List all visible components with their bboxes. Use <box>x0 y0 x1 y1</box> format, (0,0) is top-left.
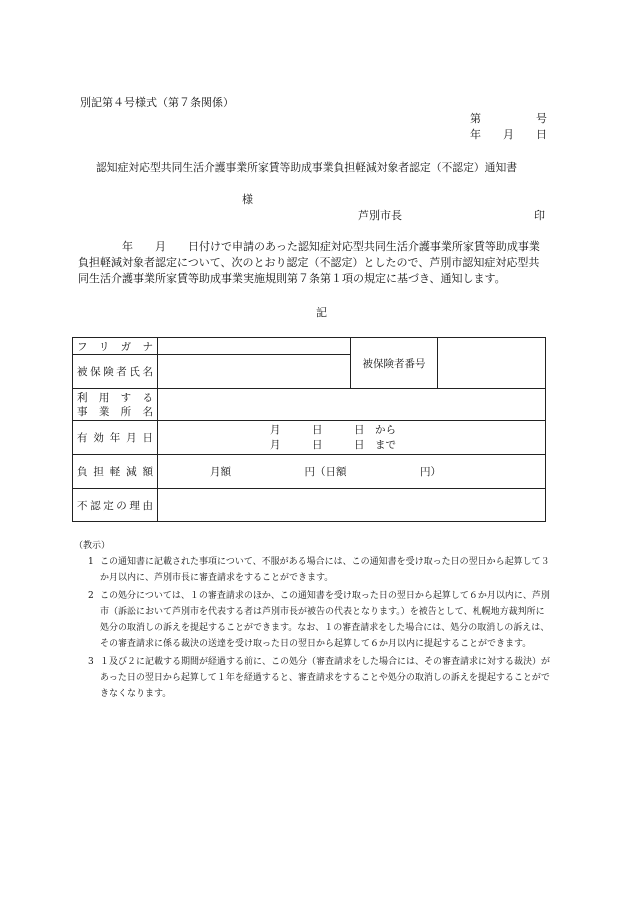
reason-label: 不認定の理由 <box>73 489 158 522</box>
issuer: 芦別市長 <box>358 209 402 222</box>
instructions-heading: （教示） <box>74 541 111 551</box>
instruction-text: この処分については、１の審査請求のほか、この通知書を受け取った日の翌日から起算して６か月以内に、芦別市（訴訟において芦別市を代表する者は芦別市長が被告の代表となります。）を被告として、札幌地方裁判所に処分の取消しの訴えを提起することができます。なお、１の審査請求をした場合には、処分の取消しの訴えは、その審査請求に係る裁決の送達を受け取った日の翌日から起算して６か月以内に提起することができます。 <box>100 591 550 649</box>
instruction-number: 3 <box>88 657 94 667</box>
reduction-label: 負担軽減額 <box>73 455 158 489</box>
validity-from: 月 日 日 から <box>270 423 396 436</box>
insured-number-label: 被保険者番号 <box>351 338 438 389</box>
validity-label: 有効年月日 <box>73 421 158 455</box>
insured-number-field[interactable] <box>438 338 546 389</box>
validity-field[interactable] <box>158 421 546 455</box>
insured-name-field[interactable] <box>158 355 351 389</box>
insured-name-label: 被保険者氏名 <box>73 355 158 389</box>
facility-label-line1: 利 用 す る <box>77 391 153 404</box>
instruction-item <box>80 588 550 652</box>
seal-mark: 印 <box>534 209 545 222</box>
facility-field[interactable] <box>158 389 546 421</box>
instruction-item <box>80 554 550 586</box>
document-number: 第 号 <box>470 112 547 125</box>
document-title: 認知症対応型共同生活介護事業所家賃等助成事業負担軽減対象者認定（不認定）通知書 <box>96 161 518 174</box>
furigana-label: フ リ ガ ナ <box>73 338 158 355</box>
instruction-number: 1 <box>88 557 94 567</box>
facility-label <box>73 389 158 421</box>
reduction-field[interactable]: 月額 円（日額 円） <box>158 455 546 489</box>
instruction-text: １及び２に記載する期間が経過する前に、この処分（審査請求をした場合には、その審査請求に対する裁決）があった日の翌日から起算して１年を経過すると、審査請求をすることや処分の取消しの訴えを提起することができなくなります。 <box>100 657 551 699</box>
addressee-suffix: 様 <box>242 193 253 206</box>
furigana-field[interactable] <box>158 338 351 355</box>
instruction-text: この通知書に記載された事項について、不服がある場合には、この通知書を受け取った日の翌日から起算して３か月以内に、芦別市長に審査請求をすることができます。 <box>100 557 550 583</box>
reason-field[interactable] <box>158 489 546 522</box>
form-reference: 別記第４号様式（第７条関係） <box>80 96 234 109</box>
ki-heading: 記 <box>316 306 327 319</box>
notice-paragraph: 年 月 日付けで申請のあった認知症対応型共同生活介護事業所家賃等助成事業負担軽減対象者認定について、次のとおり認定（不認定）としたので、芦別市認知症対応型共同生活介護事業所家賃等助成事業実施規則第７条第１項の規定に基づき、通知します。 <box>78 240 540 285</box>
instruction-item <box>80 654 550 702</box>
validity-to: 月 日 日 まで <box>270 438 396 451</box>
recipient-table <box>72 337 546 522</box>
document-date: 年 月 日 <box>470 128 547 141</box>
facility-label-line2: 事 業 所 名 <box>77 405 153 418</box>
instructions <box>74 538 551 702</box>
instruction-number: 2 <box>88 591 94 601</box>
